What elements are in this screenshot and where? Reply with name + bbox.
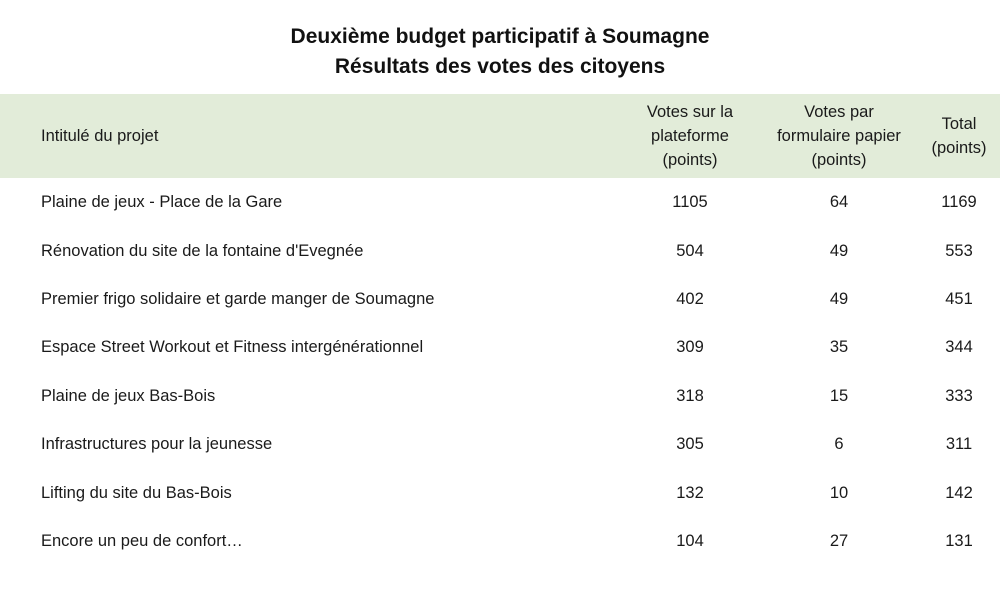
- cell-paper-votes: 49: [829, 241, 849, 260]
- cell-total: 553: [945, 241, 973, 260]
- table-row: [0, 468, 1000, 516]
- header-paper-line-2: formulaire papier: [777, 127, 901, 145]
- header-paper-line-3: (points): [811, 151, 867, 169]
- table-row: [0, 517, 1000, 565]
- cell-project: Plaine de jeux Bas-Bois: [41, 386, 216, 405]
- table-row: [0, 226, 1000, 274]
- cell-total: 311: [945, 435, 973, 454]
- cell-total: 1169: [941, 193, 977, 212]
- header-web-line-1: Votes sur la: [646, 103, 734, 121]
- table-row: [0, 275, 1000, 323]
- cell-project: Encore un peu de confort…: [41, 531, 243, 550]
- cell-project: Rénovation du site de la fontaine d'Evegnée: [41, 241, 364, 260]
- header-row: [0, 94, 1000, 178]
- cell-web-votes: 309: [676, 338, 704, 357]
- cell-paper-votes: 10: [829, 483, 849, 502]
- table-body: [0, 178, 1000, 565]
- header-project: Intitulé du projet: [0, 94, 620, 178]
- cell-web-votes: 402: [676, 289, 704, 308]
- cell-paper-votes: 64: [829, 193, 849, 212]
- cell-total: 131: [945, 531, 973, 550]
- cell-total: 451: [945, 289, 973, 308]
- cell-web-votes: 104: [676, 531, 704, 550]
- cell-total: 344: [945, 338, 973, 357]
- cell-total: 333: [945, 386, 973, 405]
- header-web-line-2: plateforme: [651, 127, 729, 145]
- cell-paper-votes: 6: [834, 435, 844, 454]
- header-total: [918, 94, 1000, 178]
- table-row: [0, 178, 1000, 226]
- header-web-votes: [620, 94, 760, 178]
- cell-paper-votes: 27: [829, 531, 849, 550]
- header-total-line-1: Total: [941, 115, 977, 133]
- cell-web-votes: 318: [676, 386, 704, 405]
- cell-project: Infrastructures pour la jeunesse: [41, 435, 273, 454]
- cell-paper-votes: 49: [829, 289, 849, 308]
- header-web-line-3: (points): [662, 151, 718, 169]
- table-header: [0, 94, 1000, 178]
- cell-paper-votes: 15: [829, 386, 849, 405]
- cell-web-votes: 132: [676, 483, 704, 502]
- cell-project: Plaine de jeux - Place de la Gare: [41, 193, 283, 212]
- table-row: [0, 323, 1000, 371]
- title-line-1: Deuxième budget participatif à Soumagne: [290, 25, 710, 48]
- cell-project: Espace Street Workout et Fitness intergénérationnel: [41, 338, 424, 357]
- cell-web-votes: 504: [676, 241, 704, 260]
- cell-web-votes: 305: [676, 435, 704, 454]
- title-line-2: Résultats des votes des citoyens: [334, 55, 666, 78]
- cell-project: Lifting du site du Bas-Bois: [41, 483, 232, 502]
- table-row: [0, 420, 1000, 468]
- cell-project: Premier frigo solidaire et garde manger de Soumagne: [41, 289, 435, 308]
- table-row: [0, 372, 1000, 420]
- cell-paper-votes: 35: [829, 338, 849, 357]
- header-paper-line-1: Votes par: [804, 103, 874, 121]
- header-total-line-2: (points): [931, 139, 987, 157]
- header-paper-votes: [760, 94, 918, 178]
- results-table: [0, 94, 1000, 565]
- cell-web-votes: 1105: [672, 193, 708, 212]
- cell-total: 142: [945, 483, 973, 502]
- page-title: [0, 22, 1000, 82]
